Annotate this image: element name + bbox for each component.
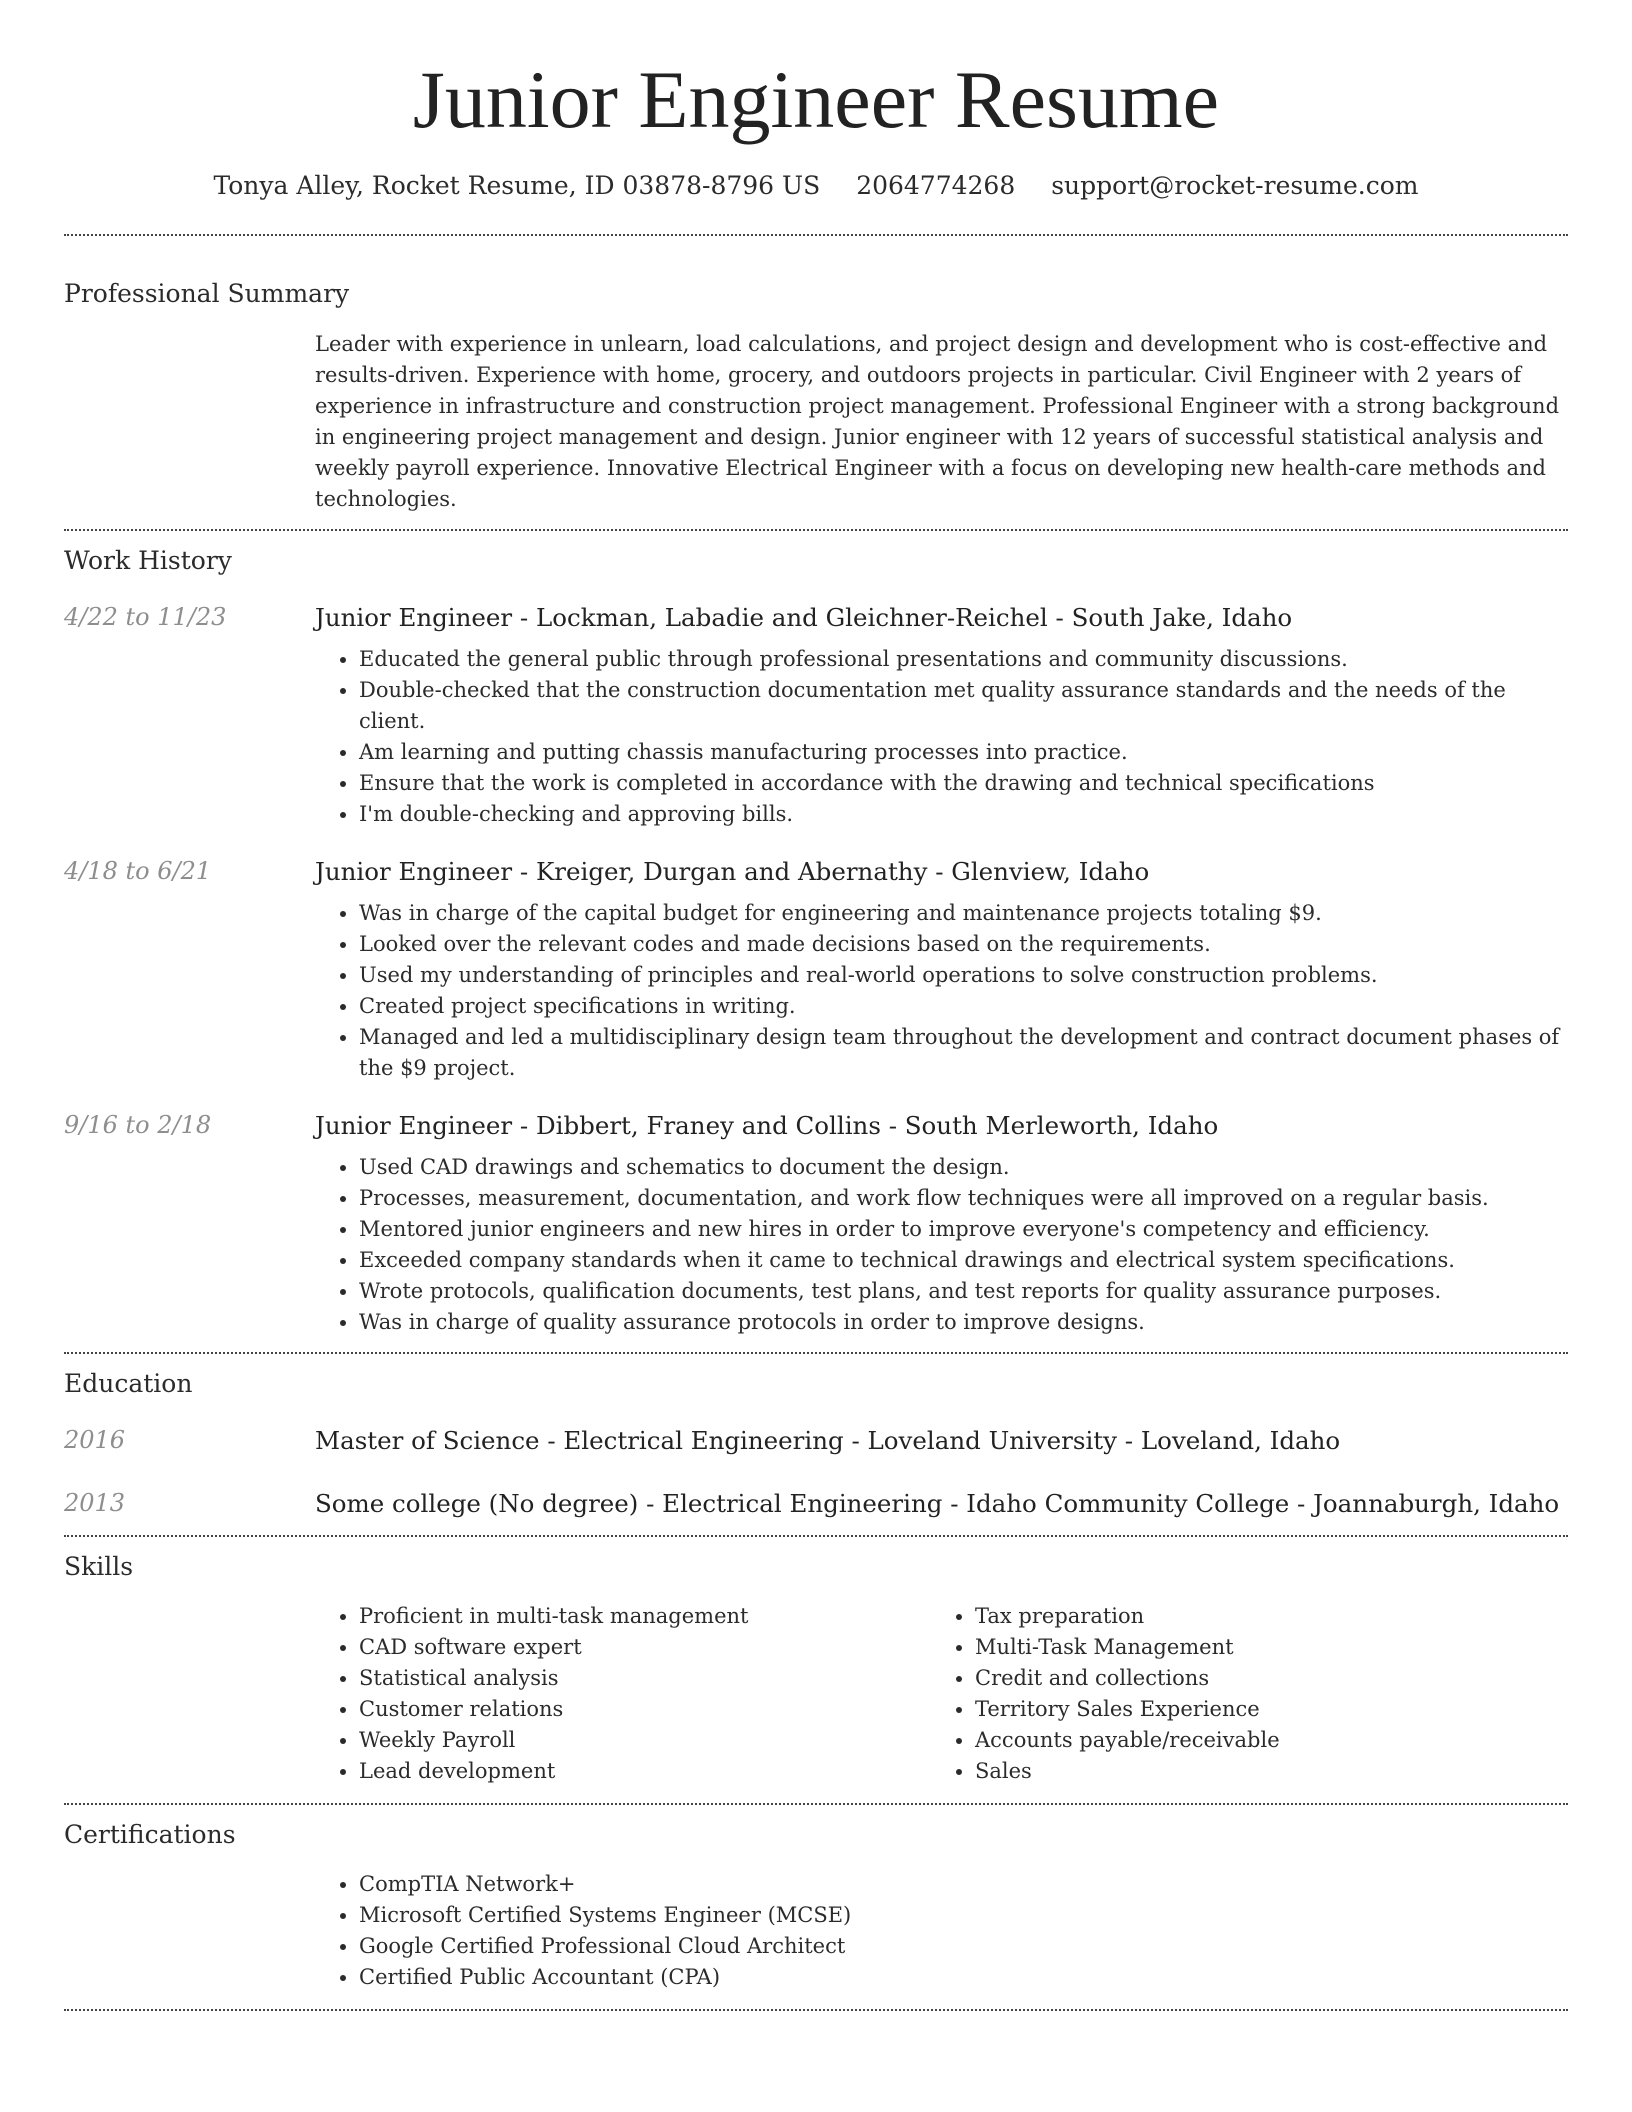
list-item: • Managed and led a multidisciplinary design team throughout the development and contract document phases of the $9 project. bbox=[359, 1022, 1568, 1084]
skills-section bbox=[64, 1537, 1568, 1803]
contact-email: support@rocket-resume.com bbox=[1051, 171, 1419, 200]
job-title: Junior Engineer - Dibbert, Franey and Collins - South Merleworth, Idaho bbox=[315, 1111, 1219, 1140]
list-item: • Looked over the relevant codes and made decisions based on the requirements. bbox=[359, 929, 1568, 960]
certifications-list bbox=[315, 1869, 1568, 1993]
certifications-heading: Certifications bbox=[64, 1820, 236, 1849]
list-item: • Microsoft Certified Systems Engineer (MCSE) bbox=[359, 1900, 1568, 1931]
work-history-heading: Work History bbox=[64, 546, 232, 575]
list-item: • Ensure that the work is completed in accordance with the drawing and technical specifications bbox=[359, 768, 1568, 799]
summary-section bbox=[64, 236, 1568, 529]
job-bullets bbox=[315, 644, 1568, 830]
list-item: • Sales bbox=[975, 1756, 1568, 1787]
list-item: • Mentored junior engineers and new hires in order to improve everyone's competency and efficiency. bbox=[359, 1214, 1568, 1245]
list-item: • Educated the general public through professional presentations and community discussions. bbox=[359, 644, 1568, 675]
list-item: • Weekly Payroll bbox=[359, 1725, 931, 1756]
summary-heading: Professional Summary bbox=[64, 279, 350, 308]
skills-heading: Skills bbox=[64, 1552, 134, 1581]
list-item: • Google Certified Professional Cloud Architect bbox=[359, 1931, 1568, 1962]
job-entry bbox=[64, 1084, 1568, 1352]
list-item: • CompTIA Network+ bbox=[359, 1869, 1568, 1900]
education-heading: Education bbox=[64, 1369, 193, 1398]
list-item: • Exceeded company standards when it came to technical drawings and electrical system specifications. bbox=[359, 1245, 1568, 1276]
section-divider bbox=[64, 2009, 1568, 2011]
contact-phone: 2064774268 bbox=[856, 171, 1016, 200]
job-dates: 9/16 to 2/18 bbox=[64, 1111, 212, 1139]
list-item: • Tax preparation bbox=[975, 1601, 1568, 1632]
list-item: • Certified Public Accountant (CPA) bbox=[359, 1962, 1568, 1993]
summary-text: Leader with experience in unlearn, load calculations, and project design and development who is cost-effective and results-driven. Experience with home, grocery, and outdoors projects in particular. Civil Engineer with 2 years of experience in infrastructure and construction project management. Professional Engineer with a strong background in engineering project management and design. Junior engineer with 12 years of successful statistical analysis and weekly payroll experience. Innovative Electrical Engineer with a focus on developing new health-care methods and technologies. bbox=[315, 332, 1560, 511]
skills-list-left bbox=[315, 1601, 931, 1787]
job-title: Junior Engineer - Lockman, Labadie and Gleichner-Reichel - South Jake, Idaho bbox=[315, 603, 1293, 632]
list-item: • Statistical analysis bbox=[359, 1663, 931, 1694]
education-section bbox=[64, 1354, 1568, 1535]
job-bullets bbox=[315, 898, 1568, 1084]
list-item: • Credit and collections bbox=[975, 1663, 1568, 1694]
job-entry bbox=[64, 830, 1568, 1084]
skills-columns bbox=[64, 1583, 1568, 1803]
job-dates: 4/18 to 6/21 bbox=[64, 857, 212, 885]
list-item: • Multi-Task Management bbox=[975, 1632, 1568, 1663]
list-item: • Proficient in multi-task management bbox=[359, 1601, 931, 1632]
list-item: • Processes, measurement, documentation, and work flow techniques were all improved on a regular basis. bbox=[359, 1183, 1568, 1214]
education-degree: Some college (No degree) - Electrical Engineering - Idaho Community College - Joannaburgh, Idaho bbox=[315, 1489, 1560, 1518]
job-title: Junior Engineer - Kreiger, Durgan and Abernathy - Glenview, Idaho bbox=[315, 857, 1150, 886]
list-item: • I'm double-checking and approving bills. bbox=[359, 799, 1568, 830]
list-item: • Wrote protocols, qualification documents, test plans, and test reports for quality assurance purposes. bbox=[359, 1276, 1568, 1307]
list-item: • CAD software expert bbox=[359, 1632, 931, 1663]
education-year: 2016 bbox=[64, 1426, 126, 1454]
list-item: • Used CAD drawings and schematics to document the design. bbox=[359, 1152, 1568, 1183]
contact-line bbox=[64, 170, 1568, 202]
list-item: • Was in charge of the capital budget for engineering and maintenance projects totaling $9. bbox=[359, 898, 1568, 929]
list-item: • Accounts payable/receivable bbox=[975, 1725, 1568, 1756]
list-item: • Am learning and putting chassis manufacturing processes into practice. bbox=[359, 737, 1568, 768]
list-item: • Used my understanding of principles and real-world operations to solve construction problems. bbox=[359, 960, 1568, 991]
list-item: • Territory Sales Experience bbox=[975, 1694, 1568, 1725]
education-entry bbox=[64, 1400, 1568, 1456]
contact-address: Tonya Alley, Rocket Resume, ID 03878-8796 US bbox=[213, 171, 821, 200]
job-bullets bbox=[315, 1152, 1568, 1338]
list-item: • Was in charge of quality assurance protocols in order to improve designs. bbox=[359, 1307, 1568, 1338]
resume-title: Junior Engineer Resume bbox=[412, 54, 1220, 145]
skills-list-right bbox=[931, 1601, 1568, 1787]
job-entry bbox=[64, 577, 1568, 830]
education-year: 2013 bbox=[64, 1489, 126, 1517]
certifications-section bbox=[64, 1805, 1568, 2009]
work-history-section bbox=[64, 531, 1568, 1352]
list-item: • Customer relations bbox=[359, 1694, 931, 1725]
job-dates: 4/22 to 11/23 bbox=[64, 603, 227, 631]
list-item: • Double-checked that the construction documentation met quality assurance standards and the needs of the client. bbox=[359, 675, 1568, 737]
list-item: • Lead development bbox=[359, 1756, 931, 1787]
education-degree: Master of Science - Electrical Engineering - Loveland University - Loveland, Idaho bbox=[315, 1426, 1341, 1455]
list-item: • Created project specifications in writing. bbox=[359, 991, 1568, 1022]
education-entry bbox=[64, 1456, 1568, 1519]
